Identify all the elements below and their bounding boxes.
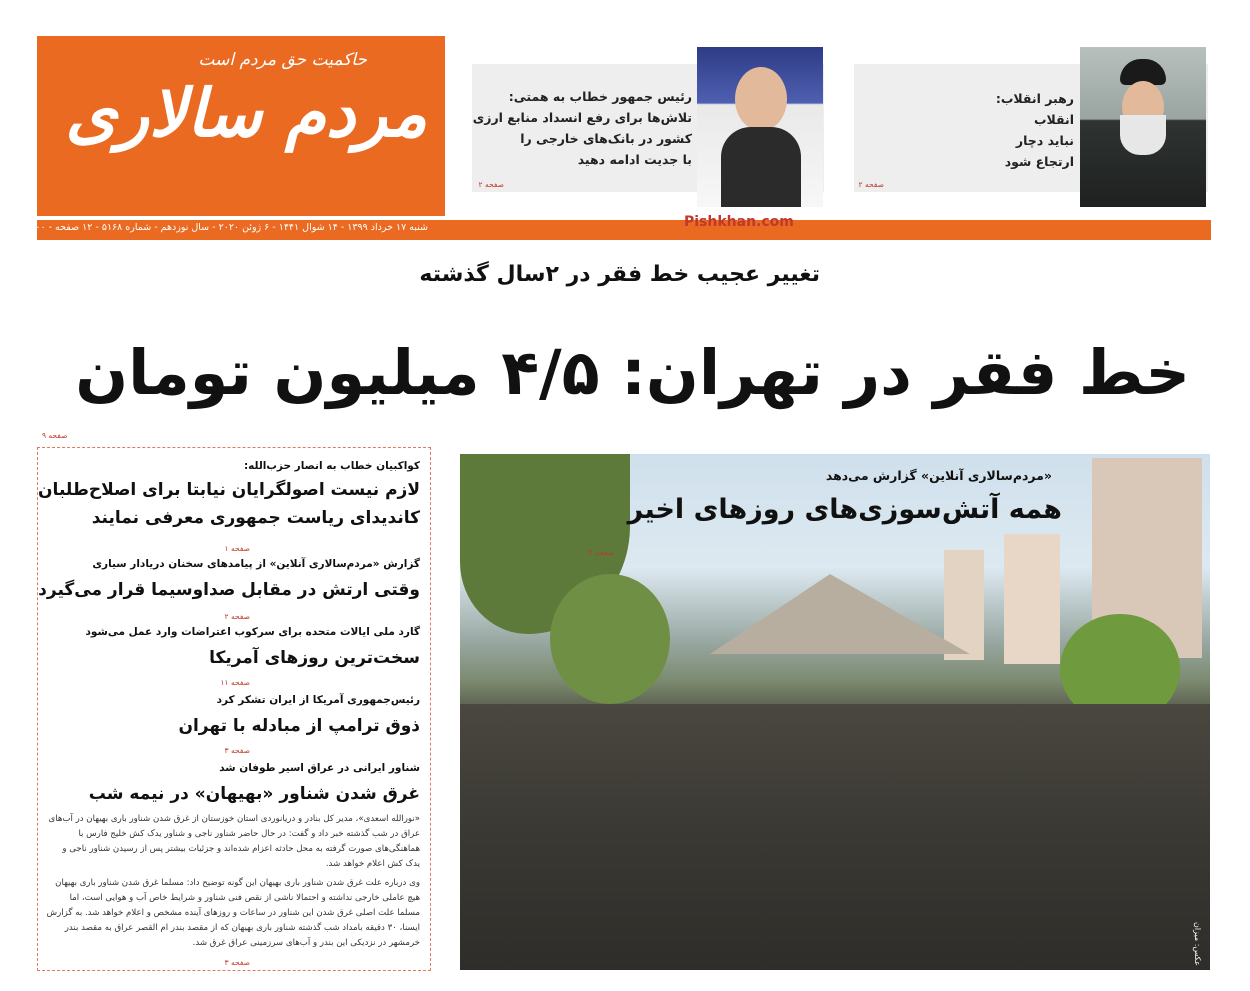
story-kicker: کواکبیان خطاب به انصار حزب‌الله: <box>243 460 420 472</box>
dateline: شنبه ۱۷ خرداد ۱۳۹۹ - ۱۴ شوال ۱۴۴۱ - ۶ ژوئن ۲۰۲۰ - سال نوزدهم - شماره ۵۱۶۸ - ۱۲ صفحه - ۴۰۰۰ تومان <box>0 222 428 233</box>
story-headline[interactable]: لازم نیست اصولگرایان نیابتا برای اصلاح‌طلبان <box>38 480 420 500</box>
pishkhan-watermark: Pishkhan.com <box>684 214 794 230</box>
teaser-line: با جدیت ادامه دهید <box>577 152 692 167</box>
portrait-beard <box>1120 115 1166 155</box>
photo-credit: عکس: میزان <box>1193 922 1202 966</box>
page-ref: صفحه ۴ <box>588 548 614 557</box>
masthead <box>37 36 445 216</box>
newspaper-logo[interactable]: مردم سالاری <box>65 74 427 152</box>
teaser-headline <box>996 88 1074 172</box>
story-body: وی درباره علت غرق شدن شناور باری بهیهان این گونه توضیح داد: مسلما غرق شدن شناور باری بهیهان هیچ عاملی خارجی نداشته و احتمالا ناشی از نقص فنی شناور و شرایط خاص آب و هوایی است، اما مسلما علت اصلی غرق شدن این شناور در ساعات و روزهای آینده مشخص و اعلام خواهد شد. به گزارش ایسنا، ۳۰ دقیقه بامداد شب گذشته شناور باری بهیهان که از مقصد بندر ام القصر عراق به مقصد بندر خرمشهر در نزدیکی این بندر و آب‌های سرزمینی عراق غرق شد. <box>46 878 420 948</box>
story-headline[interactable]: ذوق ترامپ از مبادله با تهران <box>178 716 420 736</box>
story-kicker: شناور ایرانی در عراق اسیر طوفان شد <box>219 762 420 774</box>
teaser-headline <box>473 86 692 170</box>
president-photo <box>697 47 823 207</box>
story-headline[interactable]: کاندیدای ریاست جمهوری معرفی نمایند <box>91 508 420 528</box>
masthead-slogan: حاکمیت حق مردم است <box>198 50 367 70</box>
main-kicker: تغییر عجیب خط فقر در ۲سال گذشته <box>419 262 820 287</box>
main-headline[interactable]: خط فقر در تهران: ۴/۵ میلیون تومان <box>75 336 1190 409</box>
story-kicker: رئیس‌جمهوری آمریکا از ایران تشکر کرد <box>216 694 420 706</box>
page-ref: صفحه ۲ <box>224 612 250 621</box>
teaser-line: رهبر انقلاب: <box>995 91 1074 106</box>
story-headline[interactable]: غرق شدن شناور «بهیهان» در نیمه شب <box>88 784 420 804</box>
story-headline[interactable]: وقتی ارتش در مقابل صداوسیما قرار می‌گیرد <box>38 580 420 600</box>
fire-photo-story[interactable] <box>460 454 1210 970</box>
teaser-line: کشور در بانک‌های خارجی را <box>520 131 692 146</box>
story-kicker: گزارش «مردم‌سالاری آنلاین» از پیامدهای سخنان دریادار سیاری <box>92 558 420 570</box>
page-ref: صفحه ۳ <box>224 746 250 755</box>
leader-photo <box>1080 47 1206 207</box>
page-ref: صفحه ۳ <box>224 958 250 967</box>
teaser-line: نباید دچار <box>1015 133 1074 148</box>
teaser-line: انقلاب <box>1033 112 1074 127</box>
story-body: «نورالله اسعدی»، مدیر کل بنادر و دریانوردی استان خوزستان از غرق شدن شناور باری بهیهان در آب‌های عراق در شب گذشته خبر داد و گفت: در حال حاضر شناور ناجی و شناور یدک کش خلیج فارس با هماهنگی‌های صورت گرفته به محل حادثه اعزام شده‌اند و جزئیات بیشتر پس از رسیدن شناور ناجی و یدک کش اعلام خواهد شد. <box>48 814 420 869</box>
page-ref: صفحه ۲ <box>858 180 884 189</box>
portrait-body <box>721 127 801 207</box>
page-ref: صفحه ۱ <box>224 544 250 553</box>
building-shape <box>1004 534 1060 664</box>
tree-canopy <box>550 574 670 704</box>
story-headline[interactable]: سخت‌ترین روزهای آمریکا <box>209 648 420 668</box>
news-column <box>37 447 431 971</box>
teaser-line: ارتجاع شود <box>1004 154 1074 169</box>
photo-headline[interactable]: همه آتش‌سوزی‌های روزهای اخیر <box>627 494 1062 525</box>
page-ref: صفحه ۱۱ <box>220 678 250 687</box>
photo-kicker: «مردم‌سالاری آنلاین» گزارش می‌دهد <box>825 468 1052 483</box>
page-ref: صفحه ۲ <box>478 180 504 189</box>
teaser-line: تلاش‌ها برای رفع انسداد منابع ارزی <box>472 110 692 125</box>
portrait-face <box>735 67 787 131</box>
mountain-shape <box>710 574 970 654</box>
teaser-line: رئیس جمهور خطاب به همتی: <box>508 89 692 104</box>
burnt-ground <box>460 704 1210 970</box>
page-ref: صفحه ۹ <box>42 431 68 440</box>
story-kicker: گارد ملی ایالات متحده برای سرکوب اعتراضات وارد عمل می‌شود <box>85 626 420 638</box>
